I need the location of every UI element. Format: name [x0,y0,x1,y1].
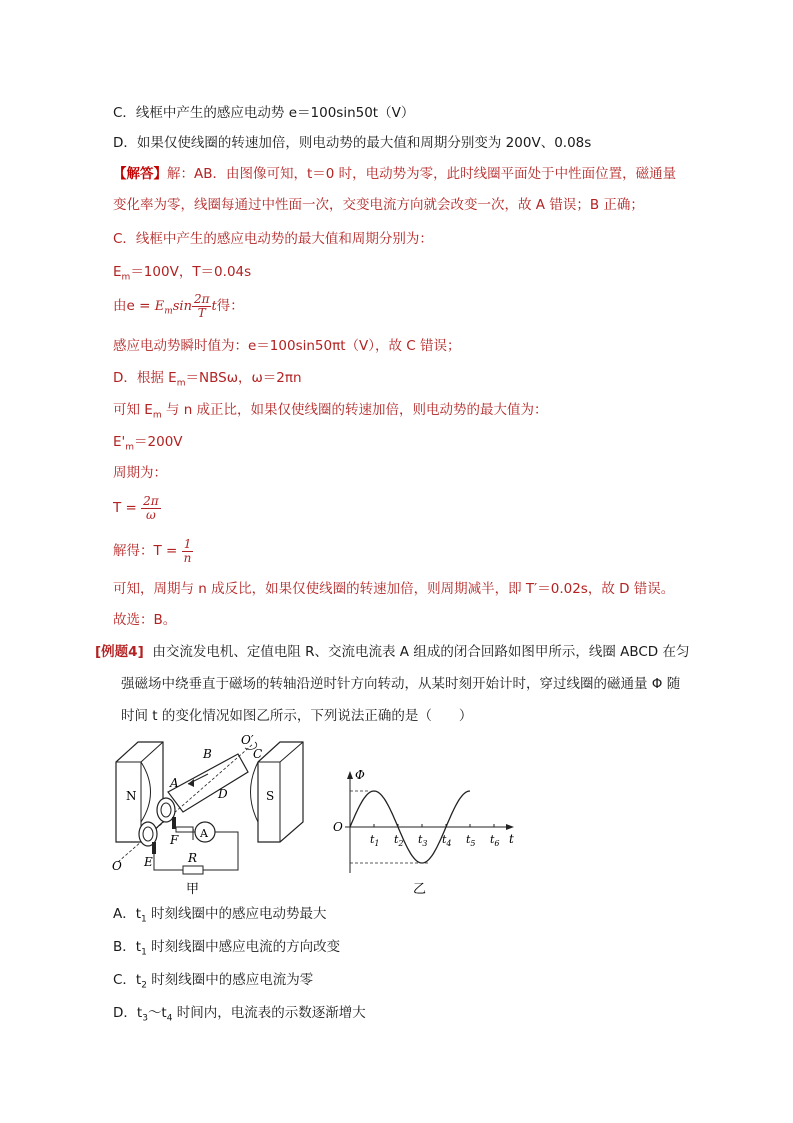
example-line-3: 时间 t 的变化情况如图乙所示，下列说法正确的是（ ） [121,708,473,724]
tick-label-t4: $t_4$ [442,833,452,848]
formula-suffix: 得： [216,298,244,314]
formula-prefix: 由e = [113,298,155,314]
answer-line-4 [113,262,251,288]
label-e: E [144,855,153,869]
formula-fraction: $\frac{2\pi}{T}$ [193,291,210,320]
tick-label-t6: $t_6$ [490,833,500,848]
answer-line-9: $E'_m=200V$ [113,434,183,453]
tick-label-t2: $t_2$ [394,833,404,848]
label-s: S [266,789,275,803]
tick-label-t3: $t_3$ [418,833,428,848]
x-axis-label: t [509,832,514,846]
formula-em: $E_m\sin$ [154,299,192,317]
label-o: O [112,859,122,873]
answer-line-11: T = $\frac{2\pi}{\omega}$ [113,493,159,522]
example-line-2: 强磁场中绕垂直于磁场的转轴沿逆时针方向转动，从某时刻开始计时，穿过线圈的磁通量 Φ 随 [121,676,681,692]
label-r: R [188,851,198,865]
label-f: F [170,833,179,847]
caption-jia: 甲 [186,882,200,897]
answer-text-1: 解：AB．由图像可知，t＝0 时，电动势为零，此时线圈平面处于中性面位置，磁通量 [167,166,677,182]
option-d: D．$t_3\sim t_4$ 时间内，电流表的示数逐渐增大 [113,1005,366,1024]
formula-t: t [211,299,217,314]
em-value: ＝100V，T＝0.04s [130,264,252,280]
answer-line-3: C．线框中产生的感应电动势的最大值和周期分别为： [113,231,433,247]
example-text-1: 由交流发电机、定值电阻 R、交流电流表 A 组成的闭合回路如图甲所示，线圈 ABCD 在匀 [152,644,690,660]
answer-line-7: D．根据 $E_m=NBS\omega$，ω＝2πn [113,370,302,389]
flux-graph [335,765,520,900]
option-a: A．$t_1$ 时刻线圈中的感应电动势最大 [113,906,327,925]
period-fraction: $\frac{2\pi}{\omega}$ [143,493,159,522]
em-sub: m [121,272,131,283]
em-symbol: E [113,264,122,280]
tick-label-t1: $t_1$ [370,833,380,848]
label-a: A [170,776,179,790]
answer-line-10: 周期为： [113,465,167,481]
origin-label: O [333,820,343,834]
label-b: B [203,747,212,761]
answer-line-13: 可知，周期与 n 成反比，如果仅使线圈的转速加倍，则周期减半，即 T′＝0.02s，故 D 错误。 [113,581,675,597]
tick-label-t5: $t_5$ [466,833,476,848]
solution-fraction: $\frac{1}{n}$ [183,536,192,565]
example-line-1 [95,642,689,662]
answer-line-8: 可知 $E_m$ 与 n 成正比，如果仅使线圈的转速加倍，则电动势的最大值为： [113,402,548,421]
label-o-prime: O′ [241,733,254,747]
option-b: B．$t_1$ 时刻线圈中感应电流的方向改变 [113,939,341,958]
option-c-prev: C．线框中产生的感应电动势 e＝100sin50t（V） [113,105,415,121]
answer-tag: 【解答】 [113,166,167,182]
answer-line-2: 变化率为零，线圈每通过中性面一次，交变电流方向就会改变一次，故 A 错误；B 正确； [113,197,644,213]
label-d: D [218,787,228,801]
y-axis-label: Φ [355,768,365,782]
label-n: N [126,789,137,803]
answer-line-12: 解得：T = $\frac{1}{n}$ [113,536,192,565]
example-tag: [例题4] [95,644,144,660]
generator-diagram [108,732,313,897]
ammeter-label: A [200,827,208,840]
answer-line-1 [113,164,676,184]
option-d-prev: D．如果仅使线圈的转速加倍，则电动势的最大值和周期分别变为 200V、0.08s [113,135,592,151]
label-c: C [253,747,263,761]
caption-yi: 乙 [413,882,427,897]
answer-line-14: 故选：B。 [113,612,177,628]
option-c: C．$t_2$ 时刻线圈中的感应电流为零 [113,972,314,991]
answer-line-5 [113,290,244,328]
answer-line-6: 感应电动势瞬时值为：e＝100sin50πt（V），故 C 错误； [113,338,461,354]
